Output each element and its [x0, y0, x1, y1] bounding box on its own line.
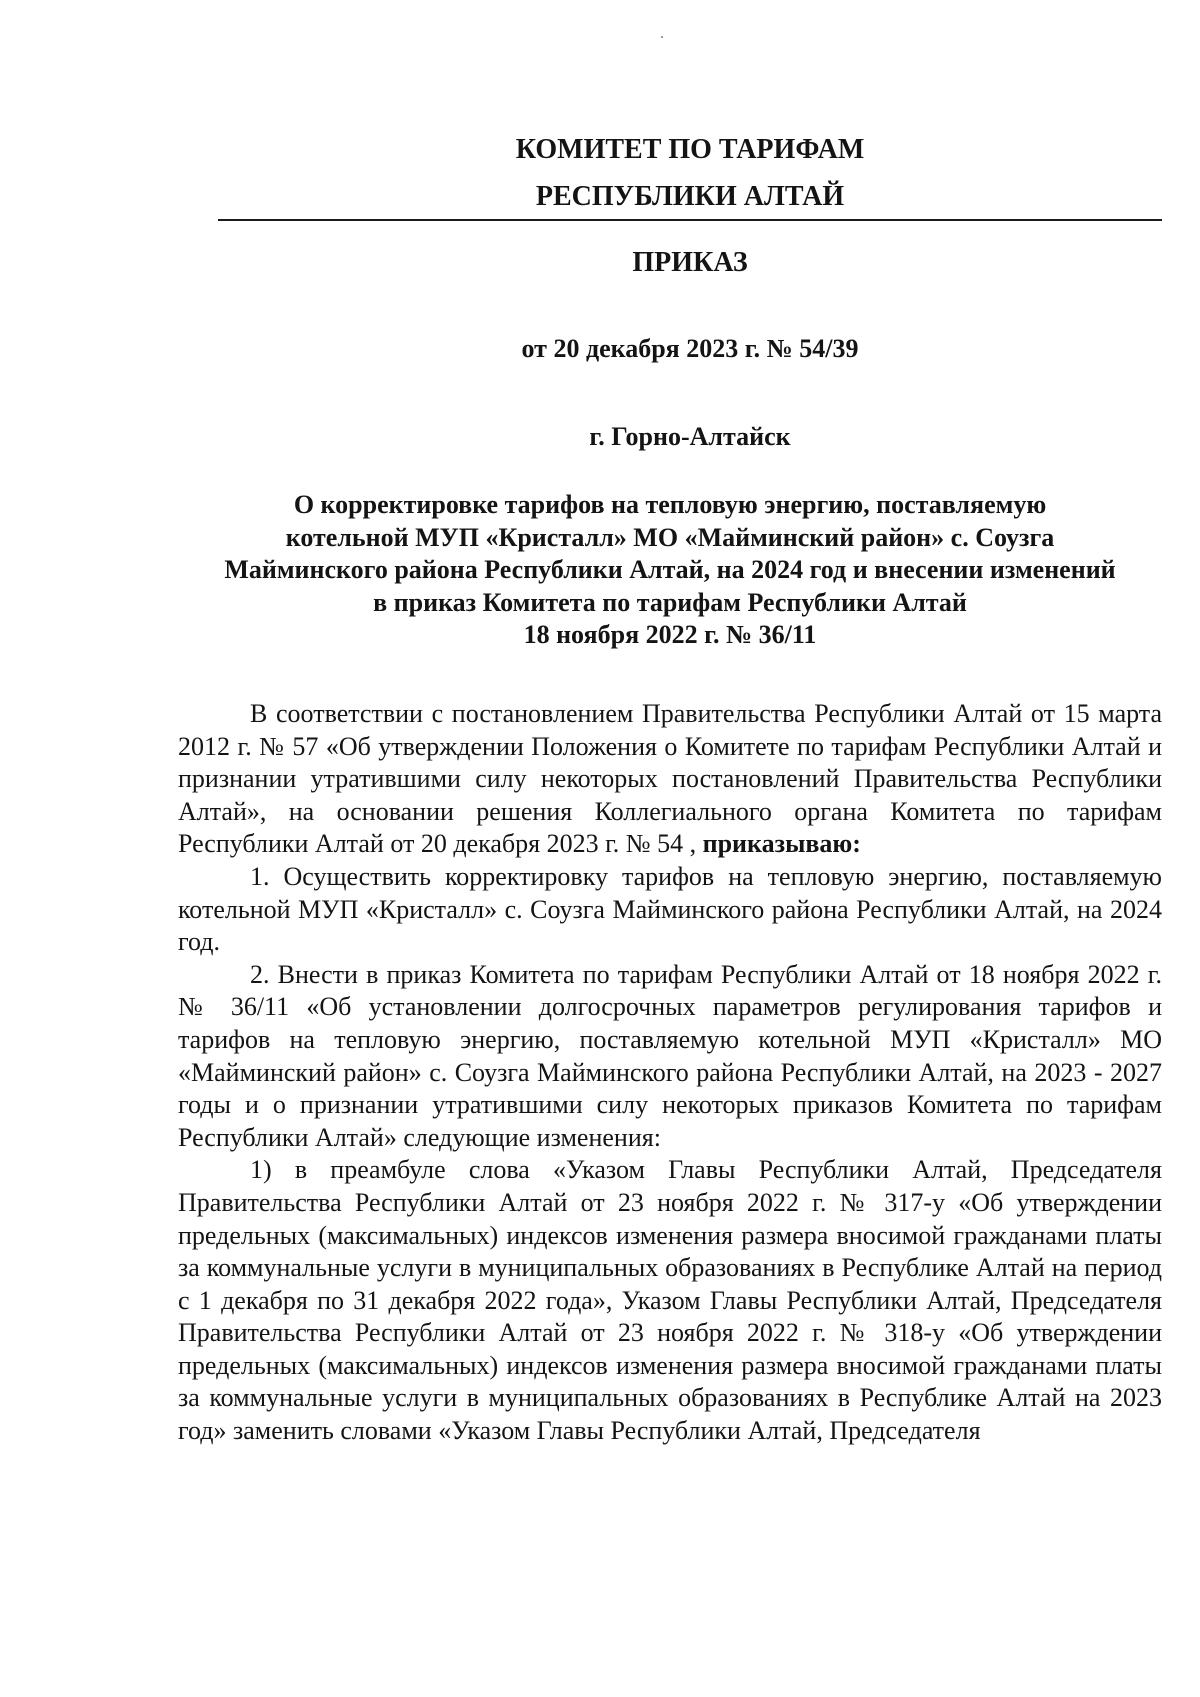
document-type: ПРИКАЗ	[632, 247, 748, 278]
item-2-1-paragraph: 1) в преамбуле слова «Указом Главы Республики Алтай, Председателя Правительства Республики Алтай от 23 ноября 2022 г. № 317-у «Об утверждении предельных (максимальных) индексов изменения размера вносимой гражданами платы за коммунальные услуги в муниципальных образованиях в Республике Алтай на период с 1 декабря по 31 декабря 2022 года», Указом Главы Республики Алтай, Председателя Правительства Республики Алтай от 23 ноября 2022 г. № 318-у «Об утверждении предельных (максимальных) индексов изменения размера вносимой гражданами платы за коммунальные услуги в муниципальных образованиях в Республике Алтай на 2023 год» заменить словами «Указом Главы Республики Алтай, Председателя	[178, 1155, 1162, 1446]
organization-name-line2: РЕСПУБЛИКИ АЛТАЙ	[535, 181, 845, 212]
preamble-paragraph	[178, 698, 1162, 861]
scan-speck	[661, 36, 663, 38]
subject-line: О корректировке тарифов на тепловую энергию, поставляемую	[293, 490, 1047, 519]
preamble-text: В соответствии с постановлением Правительства Республики Алтай от 15 марта 2012 г. № 57 «Об утверждении Положения о Комитете по тарифам Республики Алтай и признании утратившими силу некоторых постановлений Правительства Республики Алтай», на основании решения Коллегиального органа Комитета по тарифам Республики Алтай от 20 декабря 2023 г. № 54 ,	[178, 699, 1162, 859]
item-2-paragraph: 2. Внести в приказ Комитета по тарифам Республики Алтай от 18 ноября 2022 г. № 36/11 «Об установлении долгосрочных параметров регулирования тарифов и тарифов на тепловую энергию, поставляемую котельной МУП «Кристалл» МО «Майминский район» с. Соузга Майминского района Республики Алтай, на 2023 - 2027 годы и о признании утратившими силу некоторых приказов Комитета по тарифам Республики Алтай» следующие изменения:	[178, 959, 1162, 1152]
document-subject	[178, 489, 1162, 652]
subject-line: Майминского района Республики Алтай, на 2024 год и внесении изменений	[224, 555, 1116, 584]
subject-line: в приказ Комитета по тарифам Республики Алтай	[373, 587, 967, 617]
document-city: г. Горно-Алтайск	[589, 422, 791, 451]
header-divider	[218, 219, 1162, 221]
document-date-number: от 20 декабря 2023 г. № 54/39	[521, 334, 859, 363]
organization-name-line1: КОМИТЕТ ПО ТАРИФАМ	[515, 134, 865, 165]
order-verb: приказываю:	[702, 829, 861, 859]
subject-line: котельной МУП «Кристалл» МО «Майминский район» с. Соузга	[285, 522, 1055, 552]
document-body	[178, 698, 1162, 1448]
item-1-paragraph: 1. Осуществить корректировку тарифов на тепловую энергию, поставляемую котельной МУП «Кристалл» с. Соузга Майминского района Республики Алтай, на 2024 год.	[178, 861, 1162, 957]
subject-line: 18 ноября 2022 г. № 36/11	[523, 620, 817, 649]
